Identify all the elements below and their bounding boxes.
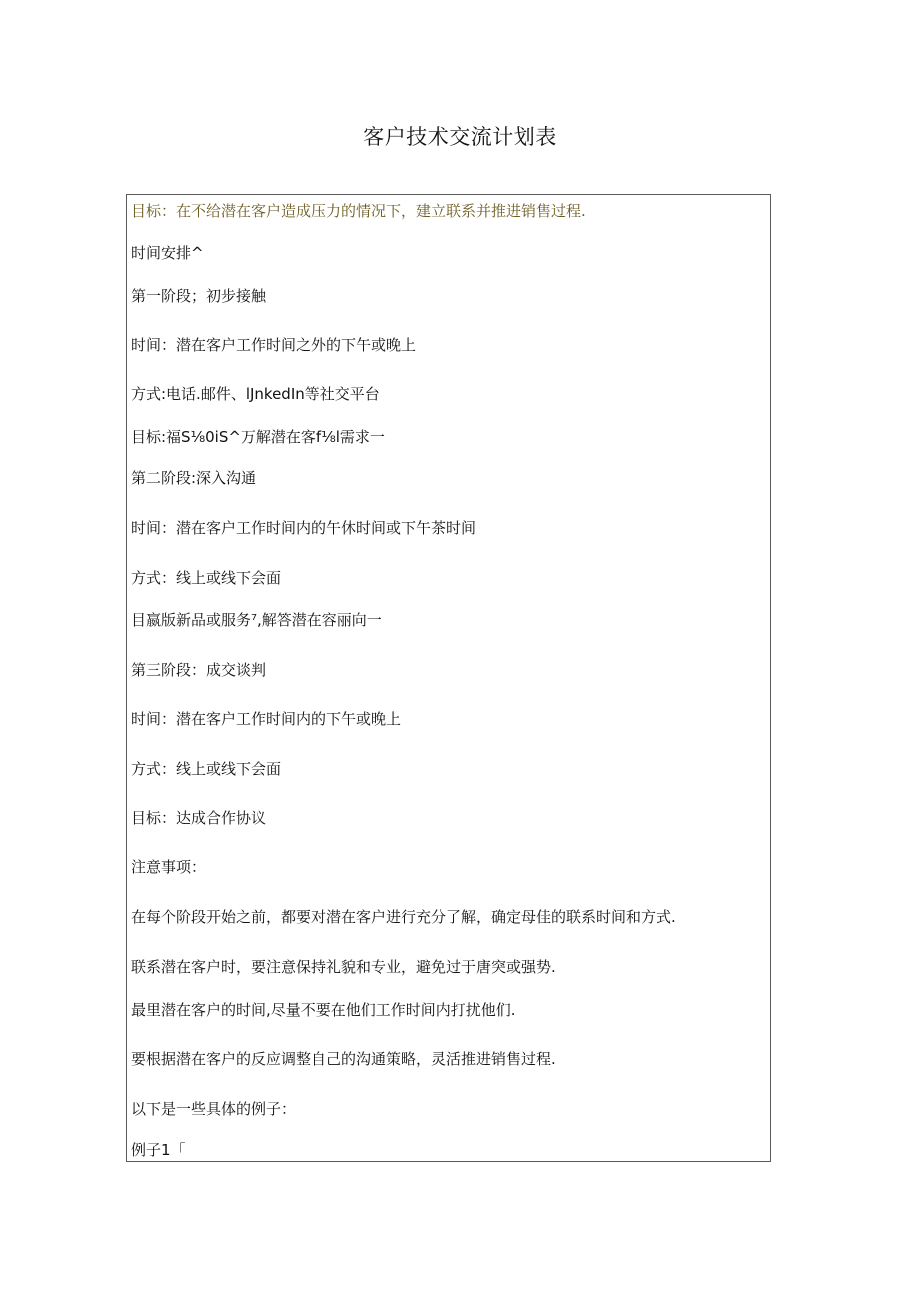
stage-1-goal: 目标:福S⅛0iS^万解潜在客f⅛l需求一 <box>131 428 385 446</box>
note-item: 要根据潜在客户的反应调整自己的沟通策略，灵活推进销售过程. <box>131 1050 556 1068</box>
document-title: 客户技术交流计划表 <box>363 125 557 149</box>
goal-line: 目标：在不给潜在客户造成压力的情况下，建立联系并推进销售过程. <box>131 202 586 220</box>
note-item: 在每个阶段开始之前，都要对潜在客户进行充分了解，确定母佳的联系时间和方式. <box>131 908 676 926</box>
stage-3-goal: 目标：达成合作协议 <box>131 809 267 827</box>
stage-2-method: 方式：线上或线下会面 <box>131 569 282 587</box>
stage-3-heading: 第三阶段：成交谈判 <box>131 661 267 679</box>
stage-1-method: 方式:电话.邮件、lJnkedIn等社交平台 <box>131 385 380 403</box>
notes-heading: 注意事项： <box>131 858 207 876</box>
plan-table-cell <box>126 194 771 1162</box>
example-1-label: 例子1「 <box>131 1141 186 1159</box>
note-item: 最里潜在客户的时间,尽量不要在他们工作时间内打扰他们. <box>131 1001 516 1019</box>
examples-heading: 以下是一些具体的例子： <box>131 1100 297 1118</box>
stage-3-method: 方式：线上或线下会面 <box>131 760 282 778</box>
schedule-heading: 时间安排^ <box>131 244 204 262</box>
stage-1-time: 时间：潜在客户工作时间之外的下午或晚上 <box>131 336 417 354</box>
stage-2-heading: 第二阶段:深入沟通 <box>131 469 257 487</box>
stage-2-goal: 目嬴版新品或服务⁷,解答潜在容丽向一 <box>131 611 382 629</box>
stage-3-time: 时间：潜在客户工作时间内的下午或晚上 <box>131 710 402 728</box>
note-item: 联系潜在客户时，要注意保持礼貌和专业，避免过于唐突或强势. <box>131 958 556 976</box>
stage-1-heading: 第一阶段；初步接触 <box>131 287 267 305</box>
stage-2-time: 时间：潜在客户工作时间内的午休时间或下午茶时间 <box>131 519 477 537</box>
